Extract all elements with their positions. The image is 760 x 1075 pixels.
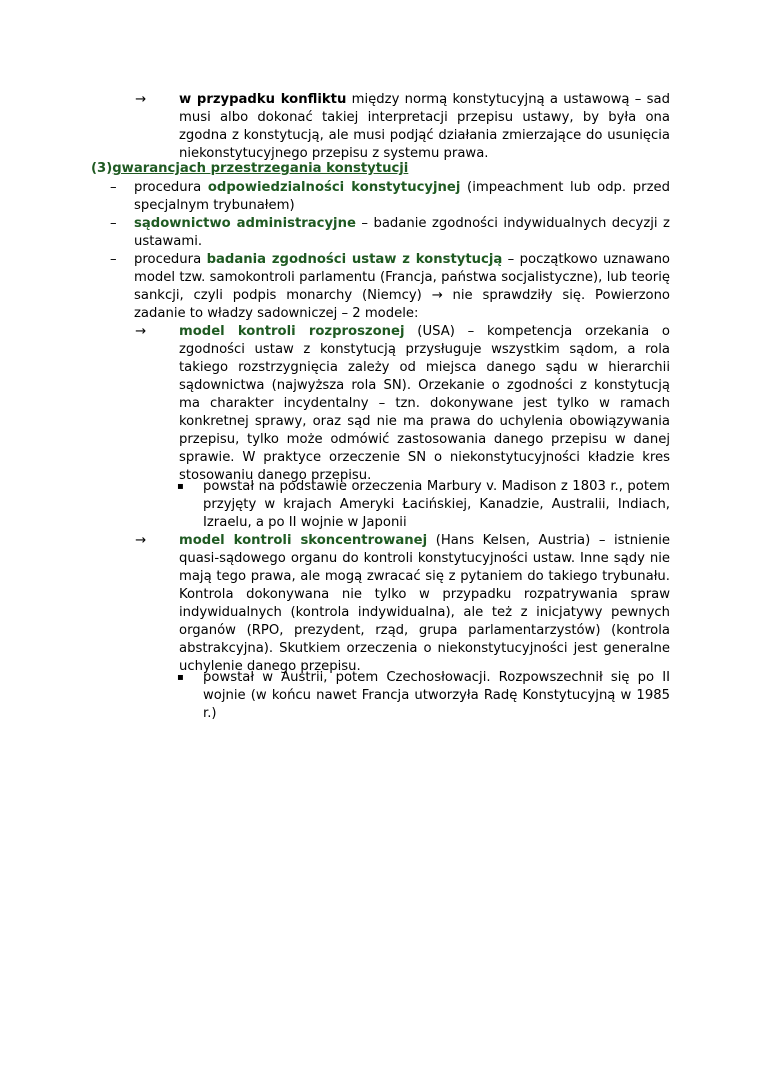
dash1-post: (impeachment lub odp. przed specjalnym trybunałem) [134,180,671,213]
arrow-marker-icon: → [135,533,147,548]
model-diffuse [135,323,670,485]
dash2-post: – badanie zgodności indywidualnych decyzji z ustawami. [134,216,670,249]
arrow-marker-icon: → [135,92,147,107]
dash-marker-icon: – [110,252,117,267]
intro-paragraph [135,91,671,163]
arrow-marker-icon: → [135,324,147,339]
dash2-bold: sądownictwo administracyjne [134,216,356,231]
dash3-pre: procedura [134,252,207,267]
square-bullet-icon: ▪ [177,481,184,492]
list-item-review [110,251,670,323]
heading-title: gwarancjach przestrzegania konstytucji [112,161,409,176]
model2-bullet-text: powstał w Austrii, potem Czechosłowacji. Rozpowszechnił się po II wojnie (w końcu nawet Francja utworzyła Radę Konstytucyjną w 1985 r.) [203,670,670,721]
section-heading [91,160,408,178]
dash3-bold: badania zgodności ustaw z konstytucją [206,252,503,267]
list-item-responsibility [110,179,671,215]
list-item-administrative [110,215,670,251]
intro-text: między normą konstytucyjną a ustawową – sad musi albo dokonać takiej interpretacji przepisu ustawy, by była ona zgodna z konstytucją, ale musi podjąć działania zmierzające do usunięcia niekonstytucyjnego przepisu z systemu prawa. [179,92,671,161]
dash-marker-icon: – [110,180,117,195]
dash1-pre: procedura [134,180,208,195]
square-bullet-icon: ▪ [177,672,184,683]
model1-bullet-text: powstał na podstawie orzeczenia Marbury v. Madison z 1803 r., potem przyjęty w krajach Ameryki Łacińskiej, Kanadzie, Australii, Indiach, Izraelu, a po II wojnie w Japonii [203,479,670,530]
model1-post: (USA) – kompetencja orzekania o zgodności ustaw z konstytucją przysługuje wszystkim sądom, a rola takiego rozstrzygnięcia zależy od miejsca danego sądu w hierarchii sądownictwa (najwyższa rola SN). Orzekanie o zgodności z konstytucją ma charakter incydentalny – tzn. dokonywane jest tylko w ramach konkretnej sprawy, oraz sąd nie ma prawa do uchylenia obowiązywania przepisu, tylko może odmówić zastosowania danego przepisu w danej sprawie. W praktyce orzeczenie SN o niekonstytucyjności kładzie kres stosowaniu danego przepisu. [179,324,670,483]
model1-bold: model kontroli rozproszonej [179,324,405,339]
dash1-bold: odpowiedzialności konstytucyjnej [207,180,461,195]
model-diffuse-bullet [177,478,670,532]
intro-bold: w przypadku konfliktu [179,92,347,107]
model2-post: (Hans Kelsen, Austria) – istnienie quasi-sądowego organu do kontroli konstytucyjności ustaw. Inne sądy nie mają tego prawa, ale mogą zwracać się z pytaniem do takiego trybunału. Kontrola dokonywana nie tylko w przypadku rozpatrywania spraw indywidualnych (kontrola indywidualna), ale też z inicjatywy pewnych organów (RPO, prezydent, rząd, grupa parlamentarzystów) (kontrola abstrakcyjna). Skutkiem orzeczenia o niekonstytucyjności jest generalne uchylenie danego przepisu. [179,533,670,674]
model-concentrated [135,532,670,676]
dash3-post: – początkowo uznawano model tzw. samokontroli parlamentu (Francja, państwa socjalistyczne), lub teorię sankcji, czyli podpis monarchy (Niemcy) → nie sprawdziły się. Powierzono zadanie to władzy sadowniczej – 2 modele: [134,252,670,321]
dash-marker-icon: – [110,216,117,231]
model2-bold: model kontroli skoncentrowanej [179,533,428,548]
model-concentrated-bullet [177,669,670,723]
heading-number: (3) [91,161,113,176]
